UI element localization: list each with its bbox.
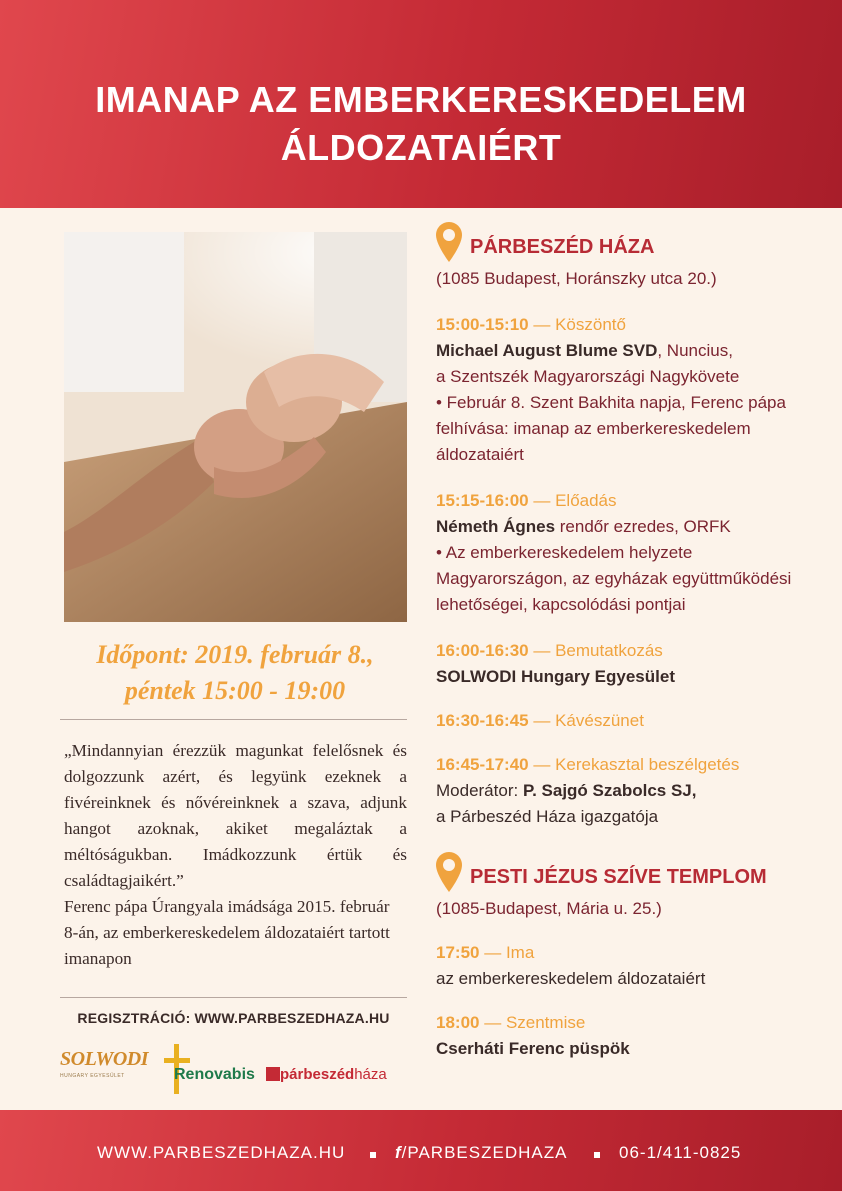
- event-date: Időpont: 2019. február 8.,: [96, 640, 374, 669]
- location-1-address: (1085 Budapest, Horánszky utca 20.): [436, 269, 717, 288]
- event-time: péntek 15:00 - 19:00: [124, 676, 346, 705]
- program-time: 17:50: [436, 943, 480, 962]
- parbeszed-logo-mark: [266, 1067, 280, 1081]
- program-label: Köszöntő: [555, 315, 626, 334]
- haza-logo-text: háza: [354, 1066, 387, 1083]
- program-item-5: [436, 752, 816, 830]
- program-item-4: [436, 708, 816, 734]
- speaker-role: , Nuncius,: [657, 341, 733, 360]
- quote-source: Ferenc pápa Úrangyala imádsága 2015. február 8-án, az emberkereskedelem áldozataiért tartott imanapon: [64, 897, 390, 968]
- quote-text: „Mindannyian érezzük magunkat felelősnek és dolgozzunk azért, és legyünk ezeknek a fivéreinknek és nővéreinknek a szava, adjunk hangot azoknak, akiket megaláztak a méltóságukban. Imádkozzunk értük és családtagjaikért.”: [64, 741, 407, 890]
- program-sep: —: [528, 755, 556, 774]
- program-item-2: [436, 488, 816, 618]
- location-2-address: (1085-Budapest, Mária u. 25.): [436, 899, 662, 918]
- program-note: • Február 8. Szent Bakhita napja, Ferenc pápa felhívása: imanap az emberkereskedelem áldozataiért: [436, 393, 786, 464]
- location-1-name: PÁRBESZÉD HÁZA: [470, 236, 655, 258]
- speaker-role: rendőr ezredes, ORFK: [555, 517, 731, 536]
- speaker-role-line2: a Szentszék Magyarországi Nagykövete: [436, 367, 740, 386]
- program-time: 18:00: [436, 1013, 480, 1032]
- location-2-name: PESTI JÉZUS SZÍVE TEMPLOM: [470, 866, 767, 888]
- location-pin-icon: [436, 852, 462, 892]
- program-label: Kávészünet: [555, 711, 644, 730]
- solwodi-logo-subtext: HUNGARY EGYESÜLET: [60, 1073, 125, 1079]
- footer-bar: [0, 1110, 842, 1191]
- program-label: Előadás: [555, 491, 617, 510]
- program-item-6: [436, 940, 816, 992]
- program-sep: —: [479, 943, 506, 962]
- program-item-3: [436, 638, 816, 690]
- header-banner: [0, 0, 842, 208]
- program-time: 15:15-16:00: [436, 491, 529, 510]
- program-time: 16:30-16:45: [436, 711, 529, 730]
- footer-separator: [594, 1152, 600, 1158]
- title-line-2: ÁLDOZATAIÉRT: [280, 127, 562, 168]
- program-label: Ima: [505, 943, 535, 962]
- parbeszed-logo-text: párbeszéd: [280, 1066, 355, 1083]
- title-line-1: IMANAP AZ EMBERKERESKEDELEM: [95, 79, 747, 120]
- program-column: [436, 222, 816, 1062]
- program-sep: —: [528, 491, 556, 510]
- celebrant-name: Cserháti Ferenc püspök: [436, 1039, 630, 1058]
- program-time: 15:00-15:10: [436, 315, 529, 334]
- program-label: Kerekasztal beszélgetés: [555, 755, 740, 774]
- solwodi-logo-text: SOLWODI: [60, 1048, 148, 1070]
- praying-hands-photo: [64, 232, 407, 622]
- page-title: [0, 76, 842, 172]
- moderator-label: Moderátor:: [436, 781, 523, 800]
- program-note: • Az emberkereskedelem helyzete Magyarországon, az egyházak együttműködési lehetőségei, kapcsolódási pontjai: [436, 543, 792, 614]
- program-sep: —: [479, 1013, 506, 1032]
- footer-facebook-link[interactable]: [395, 1143, 567, 1163]
- program-label: Bemutatkozás: [555, 641, 663, 660]
- sponsor-logos: [60, 1044, 410, 1100]
- footer-phone: 06-1/411-0825: [619, 1143, 742, 1162]
- moderator-role: a Párbeszéd Háza igazgatója: [436, 807, 659, 826]
- footer-website-link[interactable]: WWW.PARBESZEDHAZA.HU: [97, 1143, 346, 1162]
- program-time: 16:00-16:30: [436, 641, 529, 660]
- program-item-7: [436, 1010, 816, 1062]
- location-2-heading: [436, 852, 816, 892]
- program-item-1: [436, 312, 816, 468]
- moderator-name: P. Sajgó Szabolcs SJ,: [522, 781, 697, 800]
- pope-quote: [64, 738, 407, 972]
- parbeszed-haza-logo: [266, 1066, 410, 1090]
- renovabis-logo-text: Renovabis: [174, 1066, 255, 1083]
- location-pin-icon: [436, 222, 462, 262]
- praying-hands-illustration: [64, 232, 407, 622]
- program-detail: az emberkereskedelem áldozataiért: [436, 969, 706, 988]
- facebook-icon: f: [395, 1143, 402, 1162]
- organization-name: SOLWODI Hungary Egyesület: [436, 667, 675, 686]
- divider-bottom: [60, 997, 407, 998]
- solwodi-logo: [60, 1048, 158, 1094]
- speaker-name: Németh Ágnes: [436, 517, 556, 536]
- program-sep: —: [528, 711, 556, 730]
- divider-top: [60, 719, 407, 720]
- renovabis-logo: [164, 1044, 264, 1100]
- facebook-handle: /PARBESZEDHAZA: [401, 1143, 568, 1162]
- program-label: Szentmise: [505, 1013, 586, 1032]
- program-sep: —: [528, 641, 556, 660]
- footer-separator: [370, 1152, 376, 1158]
- speaker-name: Michael August Blume SVD: [436, 341, 658, 360]
- registration-link[interactable]: REGISZTRÁCIÓ: WWW.PARBESZEDHAZA.HU: [77, 1010, 390, 1026]
- program-sep: —: [528, 315, 556, 334]
- location-1-heading: [436, 222, 816, 262]
- program-time: 16:45-17:40: [436, 755, 529, 774]
